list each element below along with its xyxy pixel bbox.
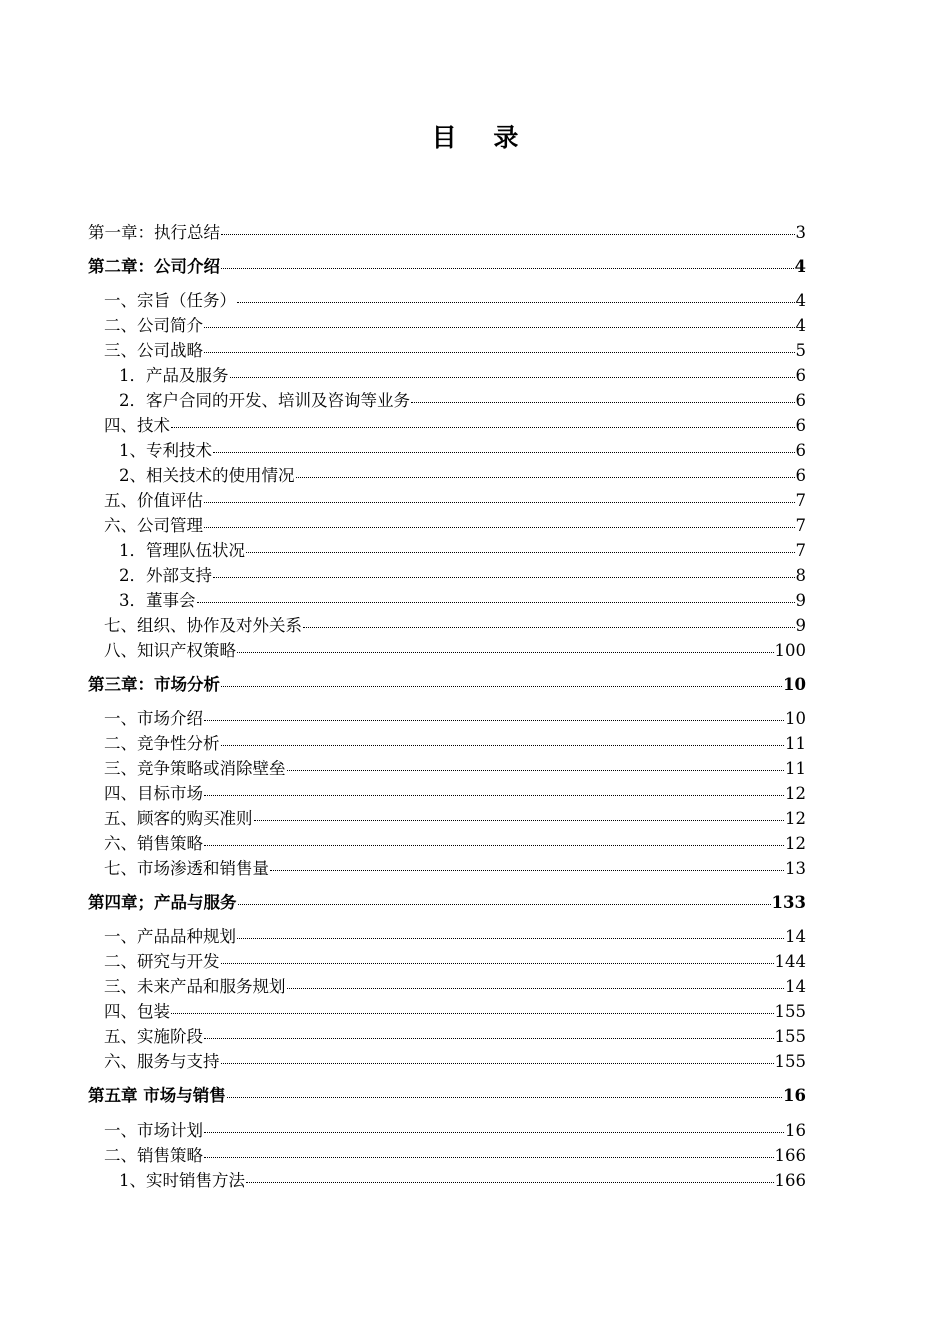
toc-entry-label: 2、相关技术的使用情况 — [119, 466, 295, 485]
dot-leader — [221, 268, 794, 269]
toc-entry-label: 六、销售策略 — [104, 834, 203, 853]
toc-entry-label: 七、组织、协作及对外关系 — [104, 616, 302, 635]
toc-entry-chapter-1[interactable] — [88, 222, 806, 244]
toc-entry-page: 133 — [771, 893, 806, 912]
toc-entry-label: 二、竞争性分析 — [104, 734, 220, 753]
toc-entry-page: 100 — [774, 641, 806, 660]
dot-leader — [204, 352, 795, 353]
toc-entry-page: 9 — [795, 616, 806, 635]
toc-entry-page: 9 — [795, 591, 806, 610]
toc-entry[interactable] — [119, 465, 806, 487]
toc-entry-page: 6 — [795, 466, 806, 485]
toc-entry-label: 五、实施阶段 — [104, 1027, 203, 1046]
toc-entry-label: 1．产品及服务 — [119, 366, 229, 385]
toc-entry-page: 12 — [785, 834, 806, 853]
toc-entry-page: 8 — [795, 566, 806, 585]
toc-entry-page: 14 — [785, 977, 806, 996]
dot-leader — [204, 502, 795, 503]
toc-entry-label: 第五章 市场与销售 — [88, 1086, 226, 1105]
toc-entry-chapter-5[interactable] — [88, 1085, 806, 1107]
toc-entry[interactable] — [104, 490, 806, 512]
toc-entry[interactable] — [104, 833, 806, 855]
dot-leader — [197, 602, 795, 603]
dot-leader — [246, 552, 795, 553]
toc-entry[interactable] — [104, 415, 806, 437]
toc-entry-page: 166 — [774, 1146, 806, 1165]
dot-leader — [204, 1157, 774, 1158]
toc-entry[interactable] — [119, 440, 806, 462]
toc-entry-label: 一、市场计划 — [104, 1121, 203, 1140]
dot-leader — [204, 720, 784, 721]
toc-entry-label: 二、研究与开发 — [104, 952, 220, 971]
toc-entry-label: 三、公司战略 — [104, 341, 203, 360]
dot-leader — [303, 627, 795, 628]
toc-entry-label: 1、实时销售方法 — [119, 1171, 245, 1190]
toc-entry[interactable] — [104, 858, 806, 880]
toc-entry[interactable] — [104, 758, 806, 780]
toc-entry-page: 14 — [785, 927, 806, 946]
toc-entry-page: 6 — [795, 441, 806, 460]
toc-entry-page: 11 — [785, 759, 806, 778]
toc-entry-label: 第三章：市场分析 — [88, 675, 220, 694]
toc-entry-page: 155 — [774, 1027, 806, 1046]
toc-entry-page: 6 — [795, 416, 806, 435]
toc-entry-label: 三、竞争策略或消除壁垒 — [104, 759, 286, 778]
toc-entry-page: 4 — [795, 316, 806, 335]
toc-entry-chapter-3[interactable] — [88, 674, 806, 696]
dot-leader — [204, 795, 784, 796]
dot-leader — [221, 234, 795, 235]
toc-entry-label: 1、专利技术 — [119, 441, 212, 460]
toc-entry-label: 2．外部支持 — [119, 566, 212, 585]
dot-leader — [204, 327, 795, 328]
toc-entry[interactable] — [104, 1051, 806, 1073]
toc-entry-page: 155 — [774, 1052, 806, 1071]
toc-entry[interactable] — [104, 640, 806, 662]
toc-entry-page: 16 — [783, 1086, 806, 1105]
toc-entry[interactable] — [119, 590, 806, 612]
toc-entry-page: 155 — [774, 1002, 806, 1021]
toc-entry-label: 三、未来产品和服务规划 — [104, 977, 286, 996]
toc-entry-label: 二、销售策略 — [104, 1146, 203, 1165]
toc-entry-page: 11 — [785, 734, 806, 753]
toc-entry-label: 六、服务与支持 — [104, 1052, 220, 1071]
toc-entry-label: 五、顾客的购买准则 — [104, 809, 253, 828]
toc-entry[interactable] — [104, 1120, 806, 1142]
toc-entry-label: 七、市场渗透和销售量 — [104, 859, 269, 878]
toc-entry-label: 第一章：执行总结 — [88, 223, 220, 242]
toc-entry-label: 第二章：公司介绍 — [88, 257, 220, 276]
toc-entry-label: 五、价值评估 — [104, 491, 203, 510]
toc-entry[interactable] — [104, 1001, 806, 1023]
toc-entry-page: 4 — [795, 291, 806, 310]
toc-entry-label: 一、市场介绍 — [104, 709, 203, 728]
toc-entry-page: 5 — [795, 341, 806, 360]
dot-leader — [204, 845, 784, 846]
dot-leader — [171, 427, 795, 428]
dot-leader — [254, 820, 785, 821]
toc-entry-page: 7 — [795, 516, 806, 535]
dot-leader — [213, 577, 795, 578]
toc-entry-chapter-2[interactable] — [88, 256, 806, 278]
toc-entry-page: 7 — [795, 491, 806, 510]
dot-leader — [221, 745, 785, 746]
toc-entry[interactable] — [104, 1145, 806, 1167]
dot-leader — [287, 770, 785, 771]
toc-entry[interactable] — [119, 1170, 806, 1192]
toc-entry-page: 144 — [774, 952, 806, 971]
dot-leader — [296, 477, 795, 478]
toc-entry[interactable] — [104, 708, 806, 730]
dot-leader — [221, 963, 774, 964]
dot-leader — [221, 1063, 774, 1064]
toc-entry-label: 2．客户合同的开发、培训及咨询等业务 — [119, 391, 410, 410]
toc-entry-label: 一、产品品种规划 — [104, 927, 236, 946]
toc-entry[interactable] — [119, 565, 806, 587]
toc-entry-page: 6 — [795, 366, 806, 385]
toc-entry-page: 12 — [785, 809, 806, 828]
toc-entry-page: 12 — [785, 784, 806, 803]
toc-entry[interactable] — [104, 951, 806, 973]
toc-entry-page: 10 — [783, 675, 806, 694]
toc-entry-label: 3．董事会 — [119, 591, 196, 610]
toc-entry-label: 第四章；产品与服务 — [88, 893, 237, 912]
toc-entry-label: 四、目标市场 — [104, 784, 203, 803]
toc-entry-page: 7 — [795, 541, 806, 560]
dot-leader — [171, 1013, 774, 1014]
toc-entry[interactable] — [104, 315, 806, 337]
toc-entry-label: 二、公司简介 — [104, 316, 203, 335]
toc-entry[interactable] — [104, 976, 806, 998]
toc-entry[interactable] — [119, 540, 806, 562]
toc-entry-chapter-4[interactable] — [88, 892, 806, 914]
toc-entry-page: 4 — [794, 257, 806, 276]
dot-leader — [287, 988, 785, 989]
toc-entry-page: 13 — [785, 859, 806, 878]
toc-entry[interactable] — [104, 515, 806, 537]
toc-entry-page: 166 — [774, 1171, 806, 1190]
toc-entry-label: 八、知识产权策略 — [104, 641, 236, 660]
dot-leader — [213, 452, 795, 453]
dot-leader — [237, 938, 784, 939]
dot-leader — [246, 1182, 774, 1183]
toc-entry[interactable] — [119, 390, 806, 412]
dot-leader — [230, 377, 795, 378]
toc-entry[interactable] — [104, 1026, 806, 1048]
dot-leader — [221, 686, 782, 687]
dot-leader — [204, 1132, 784, 1133]
toc-entry-page: 6 — [795, 391, 806, 410]
dot-leader — [237, 302, 795, 303]
toc-entry-label: 六、公司管理 — [104, 516, 203, 535]
toc-entry[interactable] — [104, 808, 806, 830]
dot-leader — [237, 652, 774, 653]
dot-leader — [270, 870, 784, 871]
toc-entry[interactable] — [104, 615, 806, 637]
toc-entry[interactable] — [104, 340, 806, 362]
dot-leader — [227, 1097, 782, 1098]
toc-title: 目 录 — [431, 123, 533, 152]
toc-entry[interactable] — [104, 783, 806, 805]
toc-entry[interactable] — [104, 926, 806, 948]
toc-entry-label: 一、宗旨（任务） — [104, 291, 236, 310]
dot-leader — [204, 527, 795, 528]
dot-leader — [204, 1038, 774, 1039]
dot-leader — [238, 904, 771, 905]
toc-entry-label: 四、包装 — [104, 1002, 170, 1021]
toc-entry[interactable] — [119, 365, 806, 387]
dot-leader — [411, 402, 795, 403]
toc-entry[interactable] — [104, 290, 806, 312]
toc-entry[interactable] — [104, 733, 806, 755]
toc-entry-label: 1．管理队伍状况 — [119, 541, 245, 560]
toc-entry-page: 10 — [785, 709, 806, 728]
toc-entry-label: 四、技术 — [104, 416, 170, 435]
toc-entry-page: 3 — [795, 223, 806, 242]
toc-entry-page: 16 — [785, 1121, 806, 1140]
